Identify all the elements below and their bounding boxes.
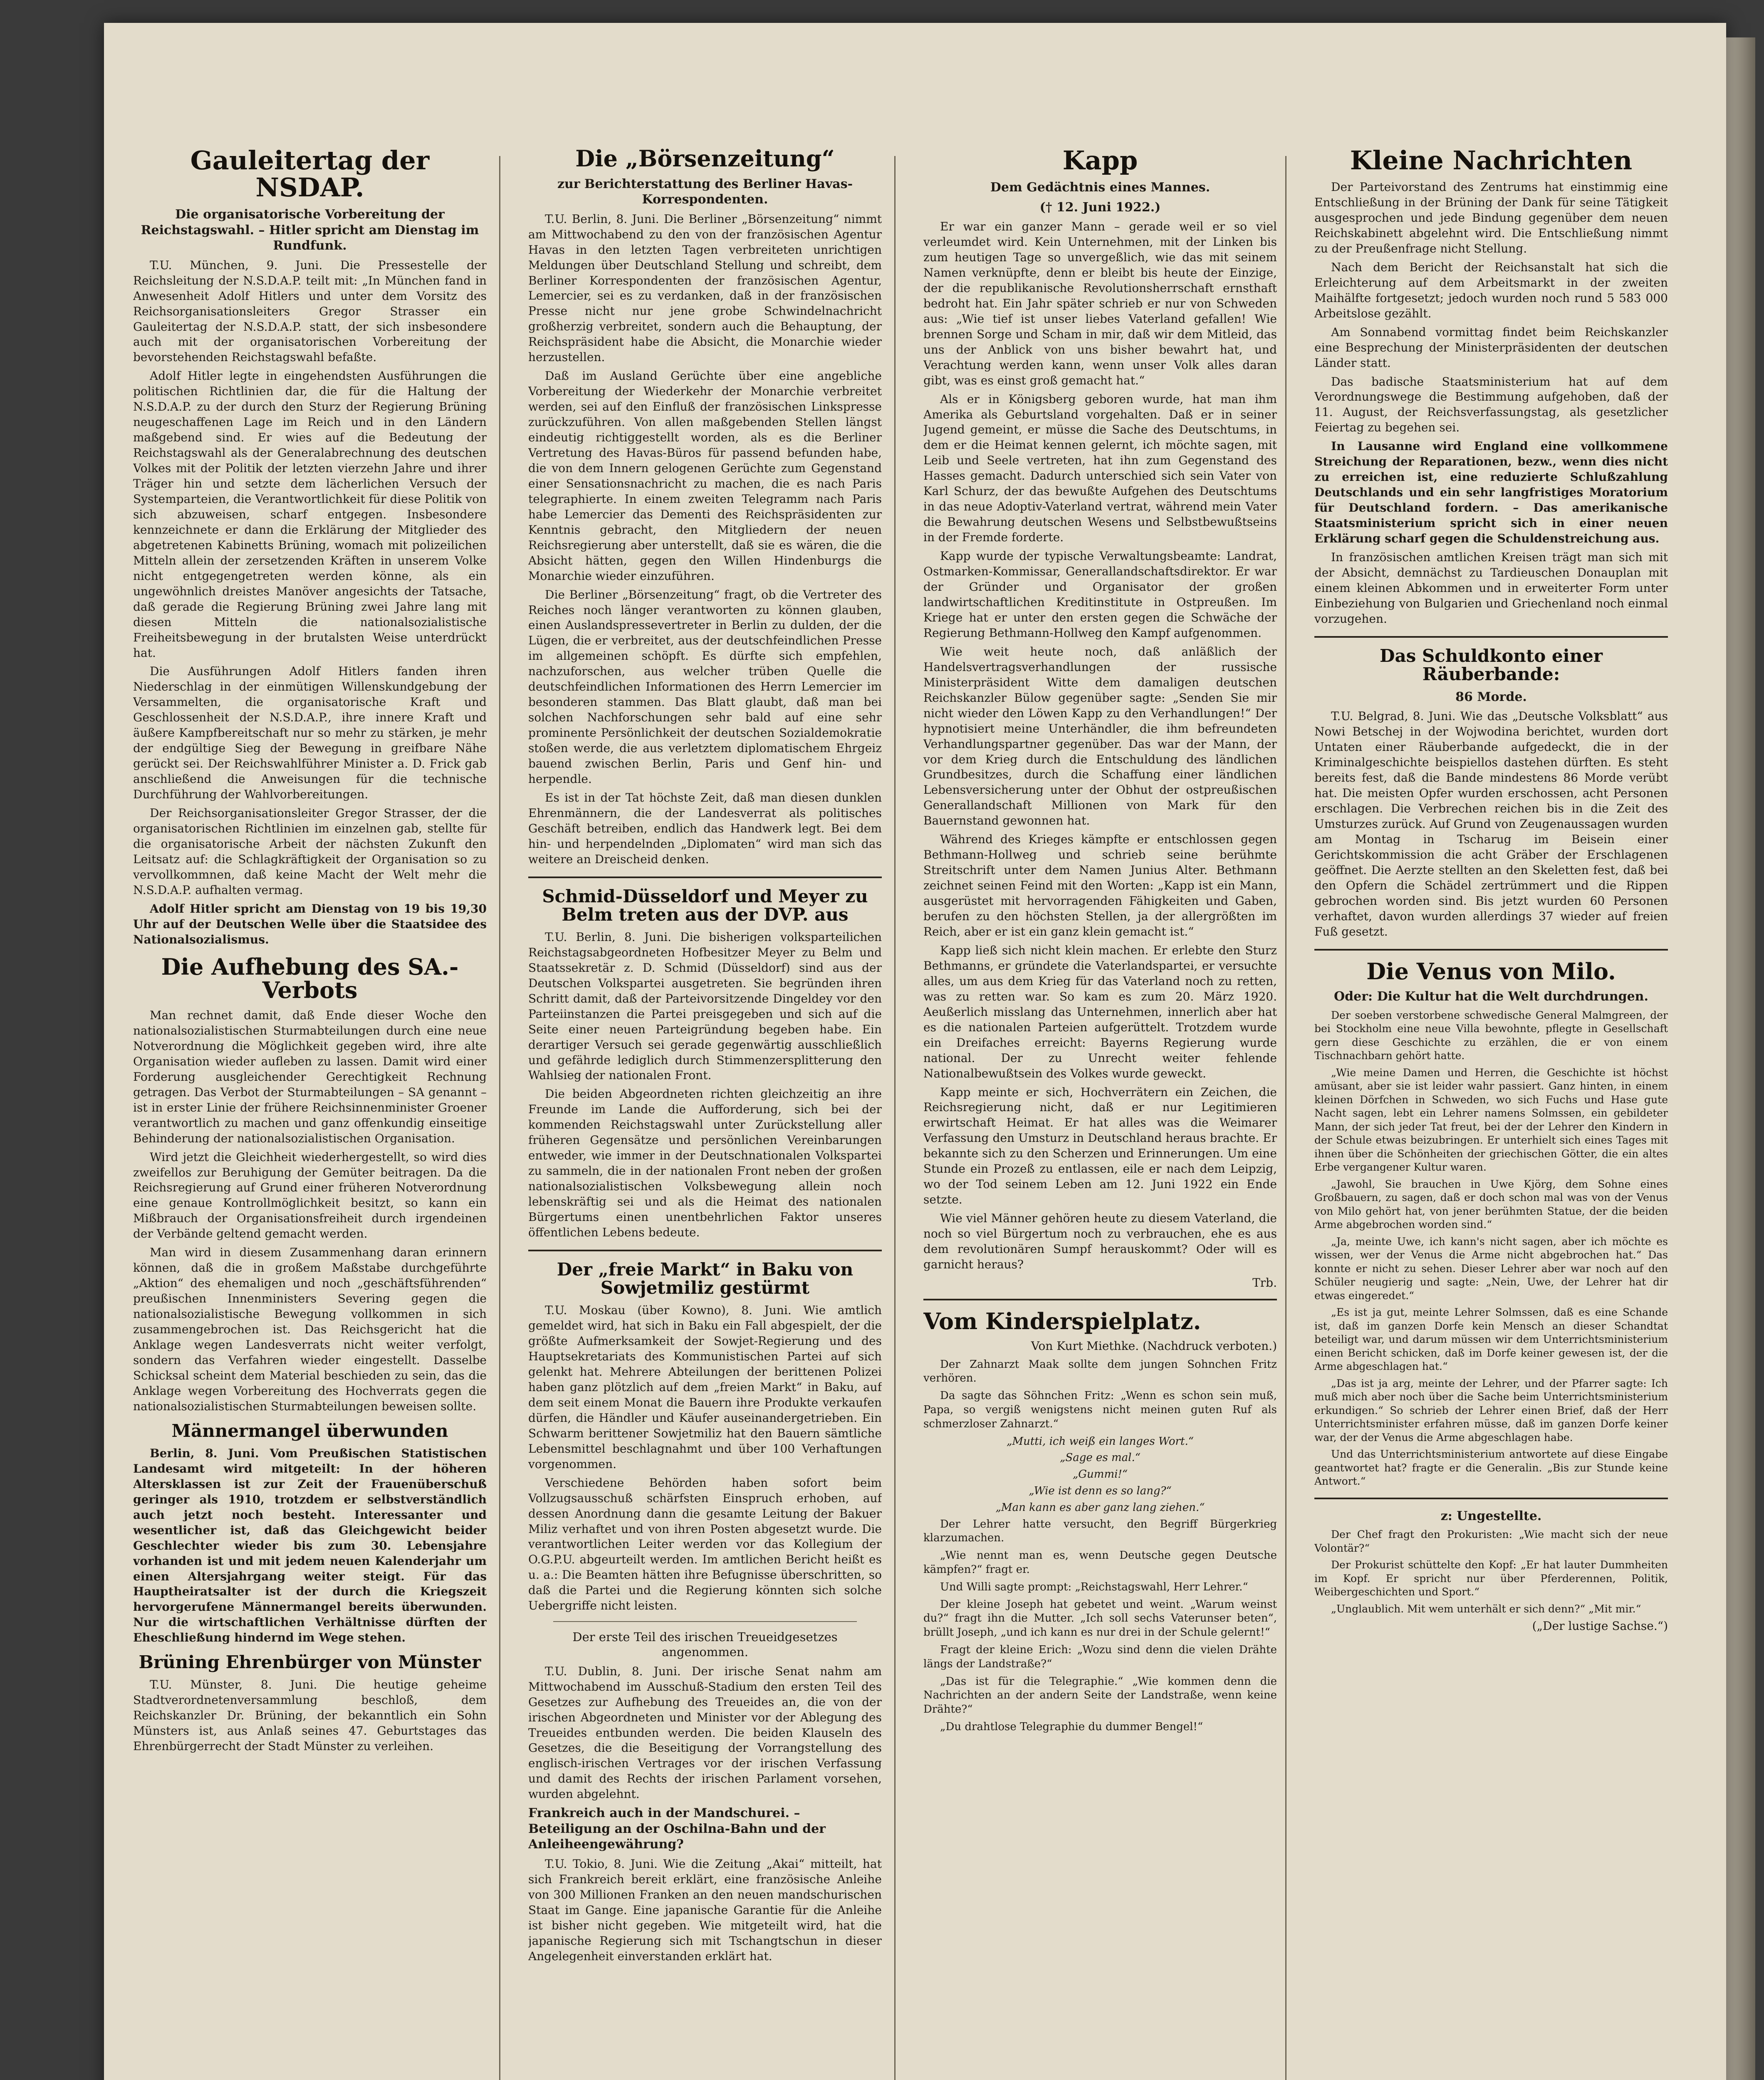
headline-venus-von-milo: Die Venus von Milo. (1366, 958, 1616, 985)
article-paragraph: „Es ist ja gut, meinte Lehrer Solmssen, daß es eine Schande ist, daß im ganzen Dorfe kein Mensch an dieser Schandtat beteiligt war, und darum müssen wir dem Unterrichtsministerium einen Bericht schicken, daß im Dorfe keiner gewesen ist, der die Arme abgeschlagen hat.“ (1314, 1306, 1668, 1373)
article-paragraph: Am Sonnabend vormittag findet beim Reichskanzler eine Besprechung der Ministerpräsidenten der deutschen Länder statt. (1314, 325, 1668, 370)
article-paragraph: T.U. Berlin, 8. Juni. Die Berliner „Börsenzeitung“ nimmt am Mittwochabend zu den von der französischen Agentur Havas in den letzten Tagen verbreiteten unrichtigen Meldungen über Deutschland Stellung und schreibt, dem Berliner Korrespondenten der französischen Agentur, Lemercier, sei es zu verdanken, daß in der französischen Presse nicht nur jene grobe Schwindelnachricht großherzig verbreitet, sondern auch die Behauptung, der Reichspräsident habe die Absicht, die Monarchie wieder herzustellen. (528, 212, 882, 364)
article-paragraph: Das badische Staatsministerium hat auf dem Verordnungswege die Bestimmung aufgehoben, daß der 11. August, der Reichsverfassungstag, als gesetzlicher Feiertag zu begehen sei. (1314, 374, 1668, 435)
headline-raeuberbande: Das Schuldkonto einer Räuberbande: (1380, 645, 1603, 684)
headline-boersenzeitung: Die „Börsenzeitung“ (575, 145, 835, 172)
divider (1314, 949, 1668, 951)
article-paragraph: Der Reichsorganisationsleiter Gregor Strasser, der die organisatorischen Richtlinien im einzelnen gab, stellte für die organisatorische Arbeit der nächsten Zukunft den Leitsatz auf: die Schlagkräftigkeit der Organisation so zu vervollkommnen, daß keine Macht der Welt mehr die N.S.D.A.P. aufhalten vermag. (133, 806, 487, 897)
article-paragraph: Wie weit heute noch, daß anläßlich der Handelsvertragsverhandlungen der russische Ministerpräsident Witte dem damaligen deutschen Reichskanzler Bülow gegenüber sagte: „Senden Sie mir nicht wieder den Löwen Kapp zu den Verhandlungen!“ Der hypnotisiert meine Unterhändler, die ihm befreundeten Verhandlungspartner gegenüber. Das war der Mann, der vor dem Krieg durch die Entschuldung des ländlichen Grundbesitzes, durch die Schaffung einer ländlichen Lebensversicherung unter der Obhut der ostpreußischen Generallandschaft Millionen von Mark für den Bauernstand gewonnen hat. (923, 644, 1277, 828)
article-paragraph: Der Prokurist schüttelte den Kopf: „Er hat lauter Dummheiten im Kopf. Er spricht nur über Pferderennen, Politik, Weibergeschichten und Sport.“ (1314, 1559, 1668, 1598)
article-paragraph: Die Ausführungen Adolf Hitlers fanden ihren Niederschlag in der einmütigen Willenskundgebung der Versammelten, die organisatorische Kraft und Geschlossenheit der N.S.D.A.P., ihre innere Kraft und äußere Kampfbereitschaft nur so mehr zu stärken, je mehr der endgültige Sieg der Bewegung in greifbare Nähe gerückt sei. Der Reichswahlführer Minister a. D. Frick gab anschließend die Anweisungen für die technische Durchführung der Wahlvorbereitungen. (133, 664, 487, 802)
headline-sa-verbot: Die Aufhebung des SA.-Verbots (161, 953, 459, 1004)
anecdote-text: Fragt der kleine Erich: „Wozu sind denn die vielen Drähte längs der Landstraße?“ (923, 1643, 1277, 1670)
headline-ungestellte: z: Ungestellte. (1440, 1508, 1542, 1523)
column-4 (1314, 139, 1668, 2080)
article-paragraph: In Lausanne wird England eine vollkommene Streichung der Reparationen, bezw., wenn dies nicht zu erreichen ist, eine reduzierte Schlußzahlung Deutschlands und ein sehr langfristiges Moratorium für Deutschland fordern. – Das amerikanische Staatsministerium spricht sich in einer neuen Erklärung scharf gegen die Schuldenstreichung aus. (1314, 439, 1668, 546)
anecdote-text: Der kleine Joseph hat gebetet und weint. „Warum weinst du?“ fragt ihn die Mutter. „Ich soll sechs Vaterunser beten“, brüllt Joseph, „und ich kann es nur drei in der Schule gelernt!“ (923, 1598, 1277, 1639)
column-rule (1285, 156, 1287, 2080)
article-paragraph: Er war ein ganzer Mann – gerade weil er so viel verleumdet wird. Kein Unternehmen, mit der Linken bis zum heutigen Tage so unvergeßlich, wie das mit seinem Namen verknüpfte, denn er bleibt bis heute der Einzige, der die republikanische Revolutionsherrschaft ernsthaft bedroht hat. Ein Jahr später schrieb er nur von Schweden aus: „Wie tief ist unser liebes Vaterland gefallen! Wie brennen Sorge und Scham in mir, daß wir dem Mitleid, das uns der Anblick von uns bisher bewahrt hat, und Verachtung werden kann, wenn unser Volk alles daran gibt, was es einst groß gemacht hat.“ (923, 220, 1277, 387)
divider (1314, 1498, 1668, 1499)
divider (1314, 636, 1668, 638)
headline-kleine-nachrichten: Kleine Nachrichten (1350, 145, 1633, 176)
article-paragraph: T.U. Tokio, 8. Juni. Wie die Zeitung „Akai“ mitteilt, hat sich Frankreich bereit erklärt, eine französische Anleihe von 300 Millionen Franken an den neuen mandschurischen Staat im Gange. Eine japanische Garantie für die Anleihe ist bisher nicht gegeben. Wie mitgeteilt wird, hat die japanische Regierung sich mit Tschangtschun in dieser Angelegenheit einverstanden erklärt hat. (528, 1857, 882, 1963)
divider (553, 1621, 857, 1622)
article-paragraph: Berlin, 8. Juni. Vom Preußischen Statistischen Landesamt wird mitgeteilt: In der höheren Altersklassen ist zur Zeit der Frauenüberschuß geringer als 1910, trotzdem er selbstverständlich auch jetzt noch besteht. Interessanter und wesentlicher ist, daß das Gleichgewicht beider Geschlechter wieder bis zum 30. Lebensjahre vorhanden ist und mit jedem neuen Kalenderjahr um einen Altersjahrgang weiter steigt. Für das Hauptheiratsalter ist der durch die Kriegszeit hervorgerufene Männermangel bereits überwunden. Nur die wirtschaftlichen Verhältnisse dürften der Eheschließung hindernd im Wege stehen. (133, 1446, 487, 1645)
anecdote-text: Der Zahnarzt Maak sollte dem jungen Sohnchen Fritz verhören. (923, 1358, 1277, 1385)
article-paragraph: T.U. Berlin, 8. Juni. Die bisherigen volksparteilichen Reichstagsabgeordneten Hofbesitzer Meyer zu Belm und Staatssekretär z. D. Schmid (Düsseldorf) sind aus der Deutschen Volkspartei ausgetreten. Sie begründen ihren Schritt damit, daß der Parteivorsitzende Dingeldey vor den Parteiinstanzen die Partei preisgegeben und sich auf die Seite einer neuen Parteigründung begeben habe. Ein derartiger Versuch sei gerade gegenwärtig ausschließlich und gefährde lediglich durch Stimmenzersplitterung den Wahlsieg der nationalen Front. (528, 930, 882, 1082)
article-paragraph: T.U. Moskau (über Kowno), 8. Juni. Wie amtlich gemeldet wird, hat sich in Baku ein Fall abgespielt, der die größte Aufmerksamkeit der Sowjet-Regierung und des Hauptsekretariats des Kommunistischen Partei auf sich gelenkt hat. Mehrere Abteilungen der berittenen Polizei haben ganz plötzlich auf dem „freien Markt“ in Baku, auf dem seit einem Monat die Bauern ihre Produkte verkaufen dürfen, die Händler und Käufer auseinandergetrieben. Ein Schwarm berittener Sowjetmiliz hat den Bauern sämtliche Lebensmittel beschlagnahmt und über 100 Verhaftungen vorgenommen. (528, 1303, 882, 1471)
article-paragraph: Wie viel Männer gehören heute zu diesem Vaterland, die noch so viel Bürgertum noch zu verbrauchen, ehe es aus dem revolutionären Sumpf herauskommt? Oder will es garnicht heraus? (923, 1211, 1277, 1271)
article-paragraph: T.U. Münster, 8. Juni. Die heutige geheime Stadtverordnetenversammlung beschloß, dem Reichskanzler Dr. Brüning, der bekanntlich ein Sohn Münsters ist, aus Anlaß seines 47. Geburtstages das Ehrenbürgerrecht der Stadt Münster zu verleihen. (133, 1678, 487, 1753)
headline-mandschurei: Frankreich auch in der Mandschurei. – Beteiligung an der Oschilna-Bahn und der Anleiheengewährung? (528, 1806, 826, 1852)
date-line: († 12. Juni 1922.) (1039, 200, 1161, 215)
headline-kinderspielplatz: Vom Kinderspielplatz. (923, 1307, 1201, 1335)
author-credit: Von Kurt Miethke. (Nachdruck verboten.) (1031, 1339, 1277, 1353)
dialogue-line: „Sage es mal.“ (1059, 1451, 1141, 1464)
article-paragraph: Die Berliner „Börsenzeitung“ fragt, ob die Vertreter des Reiches noch länger verantworten zu können glauben, einen Auslandspressevertreter in Berlin zu dulden, der die Lügen, die er verbreitet, aus der deutschfeindlichen Presse im allgemeinen schöpft. Es dürfte sich empfehlen, nachzuforschen, aus welcher trüben Quelle die deutschfeindlichen Informationen des Herrn Lemercier im besonderen stammen. Das Blatt glaubt, daß man bei solchen Nachforschungen sehr bald auf eine sehr prominente Persönlichkeit der deutschen Sozialdemokratie stoßen werde, die aus verletztem diplomatischem Ehrgeiz bauend zwischen Berlin, Paris und Genf hin- und herpendle. (528, 587, 882, 786)
column-1 (133, 139, 487, 2080)
subheadline: Die organisatorische Vorbereitung der Reichstagswahl. – Hitler spricht am Dienstag im Rundfunk. (141, 207, 479, 253)
article-paragraph: „Ja, meinte Uwe, ich kann's nicht sagen, aber ich möchte es wissen, wer der Venus die Arme nicht abgebrochen hat.“ Das konnte er nicht zu sehen. Dieser Lehrer aber war noch auf den Schüler neugierig und sagte: „Nein, Uwe, der Lehrer hat dir etwas eingeredet.“ (1314, 1235, 1668, 1302)
article-paragraph: T.U. Dublin, 8. Juni. Der irische Senat nahm am Mittwochabend im Ausschuß-Stadium den ersten Teil des Gesetzes zur Aufhebung des Treueides an, die von der irischen Abgeordneten und Minister vor der Ablegung des Treueides entbunden werden. Die beiden Klauseln des Gesetzes, die die Beseitigung der Vorrangstellung des englisch-irischen Vertrages vor der irischen Verfassung und damit des Rechts der irischen Parlament vorsehen, wurden abgelehnt. (528, 1664, 882, 1801)
article-paragraph: „Unglaublich. Mit wem unterhält er sich denn?“ „Mit mir.“ (1331, 1602, 1641, 1615)
column-rule (499, 156, 500, 2080)
article-paragraph: Während des Krieges kämpfte er entschlossen gegen Bethmann-Hollweg und schrieb seine berühmte Streitschrift unter dem Namen Junius Alter. Bethmann zeichnet seinen Feind mit den Worten: „Kapp ist ein Mann, ausgerüstet mit hervorragenden Fähigkeiten und Gaben, berufen zu den höchsten Stellen, ja der allergrößten im Reich, aber er ist ein ganz klein gemacht ist.“ (923, 832, 1277, 938)
article-paragraph: Kapp meinte er sich, Hochverrätern ein Zeichen, die Reichsregierung nicht, daß er nur Legitimieren erwirtschaft Heimat. Er hat alles was die Weimarer Verfassung den Umsturz in Deutschland heraus brachte. Er bekannte sich zu den Scherzen und Erinnerungen. Um eine Stunde ein Prozeß zu entlassen, eile er nach dem Leipzig, wo der Tod seinem Leben am 12. Juni 1922 ein Ende setzte. (923, 1085, 1277, 1207)
article-paragraph: Und das Unterrichtsministerium antwortete auf diese Eingabe geantwortet hat? fragte er die Generalin. „Bis zur Stunde keine Antwort.“ (1314, 1448, 1668, 1488)
divider (528, 1250, 882, 1251)
article-paragraph: Daß im Ausland Gerüchte über eine angebliche Vorbereitung der Wiederkehr der Monarchie verbreitet werden, sei auf den Einfluß der französischen Linkspresse zurückzuführen. Von allen maßgebenden Stellen längst eindeutig richtiggestellt worden, als es die Berliner Vertretung des Havas-Büros für passend befunden habe, die von dem Innern gelogenen Gerüchte zum Gegenstand einer Sensationsnachricht zu machen, die es nach Paris telegraphierte. In einem zweiten Telegramm nach Paris habe Lemercier das Dementi des Reichspräsidenten zur Kenntnis gebracht, den Mitgliedern der neuen Reichsregierung aber unterstellt, daß sie es wären, die die Absicht hätten, gegen den Willen Hindenburgs die Monarchie wieder einzuführen. (528, 369, 882, 583)
article-paragraph: Es ist in der Tat höchste Zeit, daß man diesen dunklen Ehrenmännern, die der Landesverrat als politisches Geschäft betreiben, endlich das Handwerk legt. Bei dem hin- und herpendelnden „Diplomaten“ wird man sich das weitere an Dreischeid denken. (528, 790, 882, 866)
page-edge (1726, 37, 1755, 2080)
article-paragraph: „Das ist ja arg, meinte der Lehrer, und der Pfarrer sagte: Ich muß mich aber noch über die Sache beim Unterrichtsministerium erkundigen.“ So schrieb der Lehrer einen Brief, daß der Herr Unterrichtsminister erfahren müsse, daß im ganzen Dorfe keiner war, der der Venus die Arme abgeschlagen habe. (1314, 1377, 1668, 1444)
headline-bruening: Brüning Ehrenbürger von Münster (139, 1652, 481, 1673)
article-paragraph: T.U. Belgrad, 8. Juni. Wie das „Deutsche Volksblatt“ aus Nowi Betschej in der Wojwodina berichtet, wurden dort Untaten einer Räuberbande aufgedeckt, die in der Kriminalgeschichte beispiellos dastehen dürften. Es steht bereits fest, daß die Bande mindestens 86 Morde verübt hat. Die meisten Opfer wurden erschossen, acht Personen erschlagen. Die Verbrechen reichen bis in die Zeit des Umsturzes zurück. Auf Grund von Zeugenaussagen wurden am Montag in Tscharug im Beisein einer Gerichtskommission die acht Gräber der Erschlagenen geöffnet. Die Aerzte stellten an den Skeletten fest, daß bei den Opfern die Schädel zertrümmert und die Rippen gebrochen worden sind. Bis jetzt wurden 60 Personen verhaftet, davon wurden allerdings 37 wieder auf freien Fuß gesetzt. (1314, 709, 1668, 938)
anecdote-text: „Wie nennt man es, wenn Deutsche gegen Deutsche kämpfen?“ fragt er. (923, 1549, 1277, 1576)
article-paragraph: Nach dem Bericht der Reichsanstalt hat sich die Erleichterung auf dem Arbeitsmarkt in der zweiten Maihälfte fortgesetzt; jedoch wurden noch rund 5 583 000 Arbeitslose gezählt. (1314, 260, 1668, 320)
divider (923, 1299, 1277, 1300)
subheadline: Dem Gedächtnis eines Mannes. (990, 180, 1210, 195)
article-paragraph: In französischen amtlichen Kreisen trägt man sich mit der Absicht, demnächst zu Tardieuschen Donauplan mit einem kleinen Abkommen und in erweiterter Form unter Einbeziehung von Bulgarien und Griechenland noch einmal vorzugehen. (1314, 550, 1668, 626)
article-paragraph: Der Parteivorstand des Zentrums hat einstimmig eine Entschließung in der Brüning der Dank für seine Tätigkeit ausgesprochen und jede Bindung gegenüber dem neuen Reichskabinett abgelehnt wird. Die Entschließung nimmt zu der Preußenfrage nicht Stellung. (1314, 180, 1668, 255)
article-paragraph: Man rechnet damit, daß Ende dieser Woche den nationalsozialistischen Sturmabteilungen durch eine neue Notverordnung die Möglichkeit gegeben wird, ihre alte Organisation wieder aufleben zu lassen. Damit wird einer Forderung ausgleichender Gerechtigkeit Rechnung getragen. Das Verbot der Sturmabteilungen – SA genannt – ist in erster Linie der frühere Reichsinnenminister Groener verantwortlich zu machen und ganz offenkundig einseitige Behinderung der nationalsozialistischen Organisation. (133, 1008, 487, 1145)
article-paragraph: Verschiedene Behörden haben sofort beim Vollzugsausschuß schärfsten Einspruch erhoben, auf dessen Anordnung dann die gesamte Leitung der Bakuer Miliz verhaftet und von ihren Posten abgesetzt wurde. Die verantwortlichen Leiter werden vor das Kollegium der O.G.P.U. abgeurteilt werden. Im amtlichen Bericht heißt es u. a.: Die Beamten hätten ihre Befugnisse überschritten, so daß die Partei und die Regierung könnten sich solche Uebergriffe nicht leisten. (528, 1476, 882, 1613)
anecdote-text: „Das ist für die Telegraphie.“ „Wie kommen denn die Nachrichten an der andern Seite der Landstraße, wenn keine Drähte?“ (923, 1675, 1277, 1716)
anecdote-text: Und Willi sagte prompt: „Reichstagswahl, Herr Lehrer.“ (940, 1580, 1248, 1593)
headline-kapp: Kapp (1062, 145, 1138, 176)
article-paragraph: Der Chef fragt den Prokuristen: „Wie macht sich der neue Volontär?“ (1314, 1528, 1668, 1554)
article-paragraph: Der soeben verstorbene schwedische General Malmgreen, der bei Stockholm eine neue Villa bewohnte, pflegte in Gesellschaft gern diese Geschichte zu erzählen, die er von einem Tischnachbarn gehört hatte. (1314, 1009, 1668, 1062)
article-paragraph: Kapp ließ sich nicht klein machen. Er erlebte den Sturz Bethmanns, er gründete die Vaterlandspartei, er versuchte alles, um aus dem Krieg für das Vaterland noch zu retten, was zu retten war. So kam es zum 20. März 1920. Aeußerlich misslang das Unternehmen, innerlich aber hat es die nationalen Parteien aufgerüttelt. Trotzdem wurde ein Dreifaches erreicht: Bayerns Regierung wurde national. Der zu Unrecht weiter fehlende Nationalbewußtsein des Volkes wurde geweckt. (923, 943, 1277, 1080)
dialogue-line: „Man kann es aber ganz lang ziehen.“ (995, 1501, 1205, 1514)
article-paragraph: Man wird in diesem Zusammenhang daran erinnern können, daß die in großem Maßstabe durchgeführte „Aktion“ des ehemaligen und noch „geschäftsführenden“ preußischen Innenministers Severing gegen die nationalsozialistische Bewegung vollkommen in sich zusammengebrochen ist. Das Reichsgericht hat die Anklage wegen Landesverrats nicht weiter verfolgt, sondern das Verfahren wieder eingestellt. Dasselbe Schicksal scheint dem Material beschieden zu sein, das die Anklage wegen Vorbereitung des Hochverrats gegen die nationalsozialistischen Sturmabteilungen beweisen sollte. (133, 1246, 487, 1413)
divider (528, 877, 882, 878)
article-paragraph: Wird jetzt die Gleichheit wiederhergestellt, so wird dies zweifellos zur Beruhigung der Gemüter beitragen. Da die Reichsregierung auf Grund einer früheren Notverordnung eine genaue Kontrollmöglichkeit besitzt, so kann ein Mißbrauch der Organisationsfreiheit durch irgendeinen der Verbände geltend gemacht werden. (133, 1150, 487, 1241)
subheadline: Oder: Die Kultur hat die Welt durchdrungen. (1334, 989, 1648, 1004)
article-paragraph: Die beiden Abgeordneten richten gleichzeitig an ihre Freunde im Lande die Aufforderung, sich bei der kommenden Reichstagswahl unter Zurückstellung aller früheren Gegensätze und persönlichen Vereinbarungen entweder, wie immer in der Deutschnationalen Volkspartei zu sammeln, die in der nationalen Front neben der großen nationalsozialistischen Volksbewegung allein noch lebenskräftig sei und als die Heimat des nationalen Bürgertums einen unentbehrlichen Faktor unseres öffentlichen Lebens bedeute. (528, 1087, 882, 1240)
column-rule (894, 156, 896, 2080)
headline-dvp-austritt: Schmid-Düsseldorf und Meyer zu Belm treten aus der DVP. aus (542, 886, 868, 925)
source-credit: („Der lustige Sachse.“) (1532, 1619, 1668, 1633)
headline-baku: Der „freie Markt“ in Baku von Sowjetmiliz gestürmt (557, 1259, 854, 1298)
article-paragraph: „Jawohl, Sie brauchen in Uwe Kjörg, dem Sohne eines Großbauern, zu sagen, daß er doch schon mal was von der Venus von Milo gehört hat, von jener berühmten Statue, der die beiden Arme abgebrochen worden sind.“ (1314, 1178, 1668, 1231)
article-paragraph: Adolf Hitler spricht am Dienstag von 19 bis 19,30 Uhr auf der Deutschen Welle über die Staatsidee des Nationalsozialismus. (133, 901, 487, 946)
anecdote-text: Der Lehrer hatte versucht, den Begriff Bürgerkrieg klarzumachen. (923, 1518, 1277, 1545)
headline-treueid: Der erste Teil des irischen Treueidgesetzes angenommen. (572, 1630, 838, 1659)
dialogue-line: „Gummi!“ (1072, 1468, 1128, 1481)
article-paragraph: „Wie meine Damen und Herren, die Geschichte ist höchst amüsant, aber sie ist leider wahr passiert. Ganz hinten, in einem kleinen Dörfchen in Schweden, wo sich Fuchs und Hase gute Nacht sagen, lebt ein Lehrer namens Solmssen, ein gebildeter Mann, der sich jeder Tat freut, bei der der Lehrer den Kindern in der Schule etwas beizubringen. Er unterhielt sich eines Tages mit ihnen über die Schönheiten der griechischen Götter, die ein altes Erbe vergangener Kultur waren. (1314, 1066, 1668, 1174)
article-paragraph: Kapp wurde der typische Verwaltungsbeamte: Landrat, Ostmarken-Kommissar, Generallandschaftsdirektor. Er war der Gründer und Organisator der großen landwirtschaftlichen Kreditinstitute in Ostpreußen. Im Kriege hat er unter den ersten gegen die Schwäche der Regierung Bethmann-Hollweg den Kampf aufgenommen. (923, 549, 1277, 640)
article-paragraph: T.U. München, 9. Juni. Die Pressestelle der Reichsleitung der N.S.D.A.P. teilt mit: „In München fand in Anwesenheit Adolf Hitlers und unter dem Vorsitz des Reichsorganisationsleiters Gregor Strasser ein Gauleitertag der N.S.D.A.P. statt, der sich insbesondere auch mit der organisatorischen Vorbereitung der bevorstehenden Reichstagswahl befaßte. (133, 258, 487, 364)
author-credit: Trb. (1252, 1275, 1277, 1290)
article-paragraph: Adolf Hitler legte in eingehendsten Ausführungen die politischen Richtlinien dar, die für die Haltung der N.S.D.A.P. zu der durch den Sturz der Regierung Brüning neugeschaffenen Lage im Reich und in den Ländern maßgebend sind. Er wies auf die Bedeutung der Reichstagswahl als der Generalabrechnung des deutschen Volkes mit der Politik der letzten vierzehn Jahre und ihrer Träger hin und setzte dem lächerlichen Versuch der Systemparteien, die Verantwortlichkeit für diese Politik von sich abzuweisen, scharf entgegen. Insbesondere kennzeichnete er dann die Erklärung der Mitglieder des abgetretenen Kabinetts Brüning, womach mit polizeilichen Mitteln allein der zersetzenden Kräften in unserem Volke nicht entgegengetreten werden könne, als ein ungewöhnlich dreistes Manöver angesichts der Tatsache, daß gerade die Regierung Brüning zwei Jahre lang mit diesen Mitteln die nationalsozialistische Freiheitsbewegung in der brutalsten Weise unterdrückt hat. (133, 369, 487, 660)
newspaper-page (104, 23, 1726, 2080)
anecdote-text: „Du drahtlose Telegraphie du dummer Bengel!“ (940, 1720, 1203, 1733)
headline-gauleitertag: Gauleitertag der NSDAP. (190, 145, 430, 203)
subheadline: zur Berichterstattung des Berliner Havas-Korrespondenten. (557, 176, 853, 207)
dialogue-line: „Mutti, ich weiß ein langes Wort.“ (1006, 1435, 1194, 1448)
column-2 (528, 139, 882, 2080)
article-paragraph: Als er in Königsberg geboren wurde, hat man ihm Amerika als Geburtsland vorgehalten. Daß er in seiner Jugend gemeint, er müsse die Sache des Deutschtums, in dem er die Heimat kennen gelernt, ich möchte sagen, mit Leib und Seele vertreten, hat ihn zum Gegenstand des Hasses gemacht. Dadurch unterschied sich sein Vater von Karl Schurz, der das bewußte Aufgehen des Deutschtums in das neue Adoptiv-Vaterland vertrat, während mein Vater die Bewahrung deutschen Wesens und Selbstbewußtseins in der Fremde forderte. (923, 392, 1277, 545)
dialogue-line: „Wie ist denn es so lang?“ (1029, 1485, 1172, 1498)
column-3 (923, 139, 1277, 2080)
subheadline: 86 Morde. (1455, 689, 1527, 704)
headline-maennermangel: Männermangel überwunden (171, 1420, 448, 1441)
anecdote-text: Da sagte das Söhnchen Fritz: „Wenn es schon sein muß, Papa, so vergiß wenigstens nicht meinen guten Ruf als schmerzloser Zahnarzt.“ (923, 1389, 1277, 1430)
